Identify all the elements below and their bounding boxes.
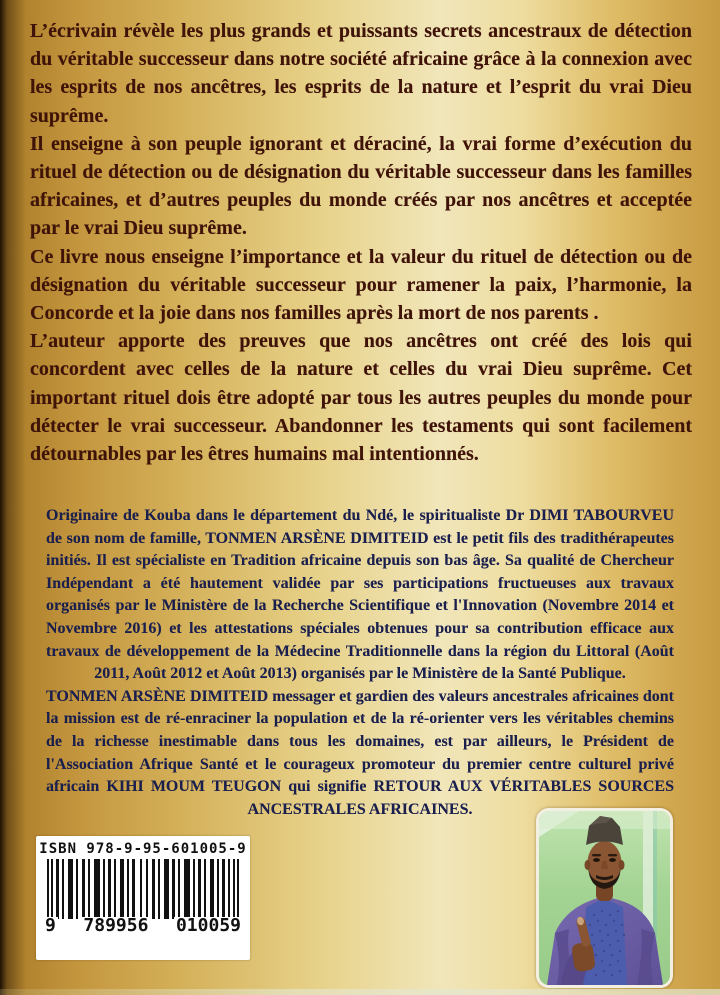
synopsis-paragraph-4: L’auteur apporte des preuves que nos ancêtres ont créé des lois qui concordent avec celles de la nature et celles du vrai Dieu suprême. Cet important rituel dois être adopté par tous les autres peuples du monde pour détecter le vrai successeur. Abandonner les testaments qui sont facilement détournables par les êtres humains mal intentionnés. (30, 330, 692, 466)
synopsis-paragraph-3: Ce livre nous enseigne l’importance et la valeur du rituel de détection ou de désignation du véritable successeur pour ramener la paix, l’harmonie, la Concorde et la joie dans nos familles après la mort de nos parents . (30, 245, 692, 325)
isbn-barcode-box (36, 836, 250, 960)
author-photo-illustration (539, 811, 670, 985)
synopsis-section (30, 17, 692, 468)
synopsis-paragraph-1: L’écrivain révèle les plus grands et puissants secrets ancestraux de détection du véritable successeur dans notre société africaine grâce à la connexion avec les esprits de nos ancêtres, les esprits de la nature et l’esprit du vrai Dieu suprême. (30, 20, 692, 127)
author-bio-section (46, 505, 674, 821)
barcode-digit-group2: 010059 (175, 915, 241, 936)
isbn-label: ISBN 978-9-95-601005-9 (39, 841, 247, 857)
bio-paragraph-1: Originaire de Kouba dans le département du Ndé, le spiritualiste Dr DIMI TABOURVEU de son nom de famille, TONMEN ARSÈNE DIMITEID est le petit fils des tradithérapeutes initiés. Il est spécialiste en Tradition africaine depuis son bas âge. Sa qualité de Chercheur Indépendant a été hautement validée par ses participations fructueuses aux travaux organisés par le Ministère de la Recherche Scientifique et l'Innovation (Novembre 2014 et Novembre 2016) et les attestations spéciales obtenues pour sa contribution efficace aux travaux de développement de la Médecine Traditionnelle dans la région du Littoral (Août 2011, Août 2012 et Août 2013) organisés par le Ministère de la Santé Publique. (46, 507, 674, 683)
bio-paragraph-2: TONMEN ARSÈNE DIMITEID messager et gardien des valeurs ancestrales africaines dont la mission est de ré-enraciner la population et de la ré-orienter vers les véritables chemins de la richesse inestimable dans tous les domaines, est par ailleurs, le Président de l'Association Afrique Santé et le courageux promoteur du premier centre culturel privé africain KIHI MOUM TEUGON qui signifie RETOUR AUX VÉRITABLES SOURCES ANCESTRALES AFRICAINES. (46, 687, 674, 818)
barcode-digit-left: 9 (45, 915, 56, 936)
barcode-digit-group1: 789956 (83, 915, 149, 936)
barcode-digits (43, 917, 243, 935)
author-photo (536, 808, 673, 988)
synopsis-paragraph-2: Il enseigne à son peuple ignorant et déraciné, la vrai forme d’exécution du rituel de détection ou de désignation du véritable successeur dans les familles africaines, et d’autres peuples du monde créés par nos ancêtres et acceptée par le vrai Dieu suprême. (30, 132, 692, 240)
